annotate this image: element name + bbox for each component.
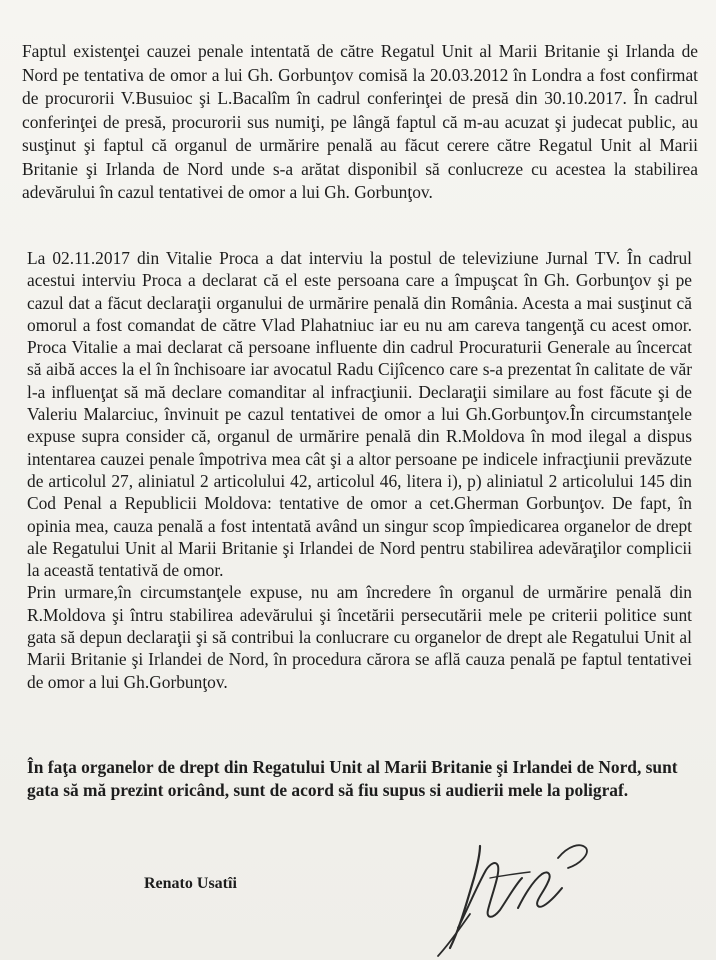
paragraph-case-existence: Faptul existenţei cauzei penale intentată de către Regatul Unit al Marii Britanie şi Irlanda de Nord pe tentativa de omor a lui Gh. Gorbunţov comisă la 20.03.2012 în Londra a fost confirmat de procurorii V.Busuioc şi L.Bacalîm în cadrul conferinţei de presă din 30.10.2017. În cadrul conferinţei de presă, procurorii sus numiţi, pe lângă faptul că m-au acuzat şi judecat public, au susţinut şi faptul că organul de urmărire penală au făcut cerere către Regatul Unit al Marii Britanie şi Irlanda de Nord unde s-a arătat disponibil să conlucreze cu acestea la stabilirea adevărului în cazul tentativei de omor a lui Gh. Gorbunţov. [22, 41, 698, 202]
paragraph-conclusion: Prin urmare,în circumstanţele expuse, nu am încredere în organul de urmărire penală din R.Moldova şi întru stabilirea adevărului şi încetării persecutării mele pe criterii politice sunt gata să depun declaraţii şi să contribui la conlucrare cu organelor de drept ale Regatului Unit al Marii Britanie şi Irlandei de Nord, în procedura cărora se află cauza penală pe faptul tentativei de omor a lui Gh.Gorbunţov. [27, 582, 692, 692]
handwritten-signature [430, 818, 600, 958]
paragraph-proca-interview [27, 247, 692, 693]
paragraph-readiness-statement: În faţa organelor de drept din Regatului Unit al Marii Britanie şi Irlandei de Nord, sunt gata să mă prezint oricând, sunt de acord să fiu supus si audierii mele la poligraf. [27, 757, 678, 800]
signer-name: Renato Usatîi [144, 875, 237, 892]
paragraph-proca-interview-body: La 02.11.2017 din Vitalie Proca a dat interviu la postul de televiziune Jurnal TV. În cadrul acestui interviu Proca a declarat că el este persoana care a împuşcat în Gh. Gorbunţov şi pe cazul dat a făcut declaraţii organului de urmărire penală din România. Acesta a mai susţinut că omorul a fost comandat de către Vlad Plahatniuc iar eu nu am careva tangenţă cu acest omor. Proca Vitalie a mai declarat că persoane influente din cadrul Procuraturii Generale au încercat să aibă acces la el în închisoare iar avocatul Radu Cijîcenco care s-a prezentat în calitate de văr l-a influenţat să mă declare comanditar al infracţiunii. Declaraţii similare au fost făcute şi de Valeriu Malarciuc, învinuit pe cazul tentativei de omor a lui Gh.Gorbunţov.În circumstanţele expuse supra consider că, organul de urmărire penală din R.Moldova în mod ilegal a dispus intentarea cauzei penale împotriva mea cât şi a altor persoane pe indicele infracţiunii prevăzute de articolul 27, aliniatul 2 articolului 42, articolul 46, litera i), p) aliniatul 2 articolului 145 din Cod Penal a Republicii Moldova: tentative de omor a cet.Gherman Gorbunţov. De fapt, în opinia mea, cauza penală a fost intentată având un singur scop împiedicarea organelor de drept ale Regatului Unit al Marii Britanie şi Irlandei de Nord pentru stabilirea adevăraţilor complicii la această tentativă de omor. [27, 248, 692, 581]
